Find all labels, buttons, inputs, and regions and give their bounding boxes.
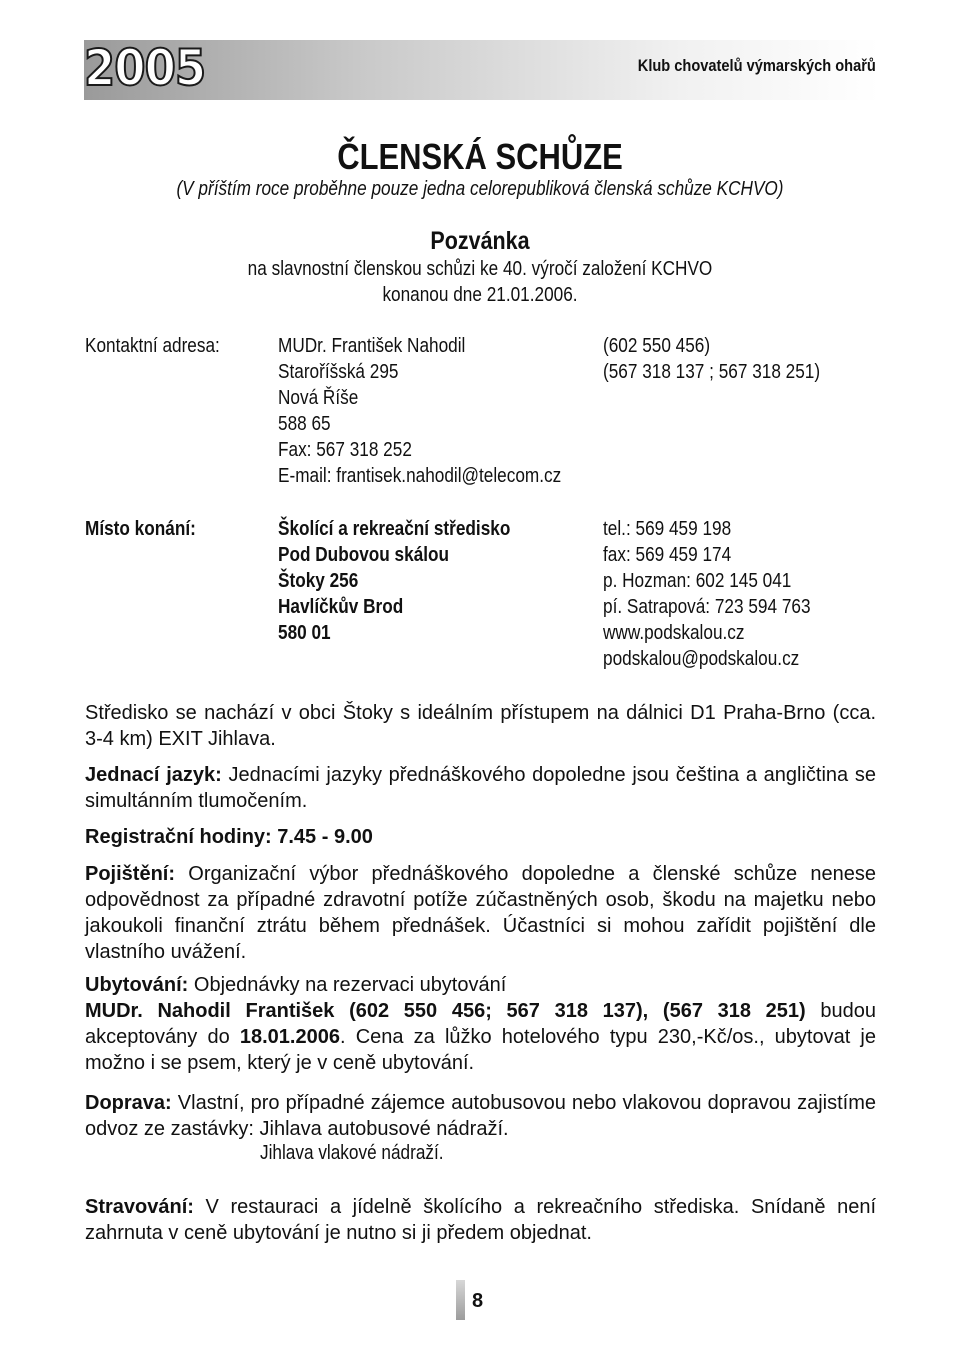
contact-line: MUDr. František Nahodil — [278, 335, 466, 357]
contact-line: 588 65 — [278, 413, 331, 435]
contact-label: Kontaktní adresa: — [85, 335, 220, 357]
location-paragraph: Středisko se nachází v obci Štoky s ideálním přístupem na dálnici D1 Praha-Brno (cca. 3-4 km) EXIT Jihlava. — [85, 702, 876, 750]
footer-bar — [456, 1280, 465, 1320]
venue-line: 580 01 — [278, 622, 331, 644]
contact-line: Staroříšská 295 — [278, 361, 399, 383]
meals-label: Stravování: — [85, 1196, 194, 1218]
venue-website[interactable]: www.podskalou.cz — [603, 622, 745, 644]
invitation-line-1: na slavnostní členskou schůzi ke 40. výročí založení KCHVO — [247, 258, 713, 280]
contact-phone: (602 550 456) — [603, 335, 711, 357]
registration-hours: Registrační hodiny: 7.45 - 9.00 — [85, 826, 373, 848]
contact-phone: (567 318 137 ; 567 318 251) — [603, 361, 821, 383]
contact-line: Nová Říše — [278, 387, 359, 409]
accommodation-paragraph: Ubytování: Objednávky na rezervaci ubytování MUDr. Nahodil František (602 550 456; 567 318 137), (567 318 251) budou akceptovány do 18.01.2006. Cena za lůžko hotelového typu 230,-Kč/os., ubytovat je možno i se psem, který je v ceně ubytování. — [85, 974, 876, 1074]
venue-email[interactable]: podskalou@podskalou.cz — [603, 648, 800, 670]
page-subtitle: (V příštím roce proběhne pouze jedna celorepubliková členská schůze KCHVO) — [176, 178, 784, 200]
language-label: Jednací jazyk: — [85, 764, 222, 786]
venue-info: pí. Satrapová: 723 594 763 — [603, 596, 811, 618]
contact-email[interactable]: E-mail: frantisek.nahodil@telecom.cz — [278, 465, 562, 487]
meals-paragraph: Stravování: V restauraci a jídelně školícího a rekreačního střediska. Snídaně není zahrnuta v ceně ubytování je nutno si ji předem objednat. — [85, 1196, 876, 1244]
page-number: 8 — [472, 1290, 484, 1312]
invitation-line-2: konanou dne 21.01.2006. — [382, 284, 578, 306]
venue-line: Pod Dubovou skálou — [278, 544, 450, 566]
contact-line: Fax: 567 318 252 — [278, 439, 412, 461]
venue-line: Štoky 256 — [278, 570, 359, 592]
venue-line: Havlíčkův Brod — [278, 596, 404, 618]
accommodation-label: Ubytování: — [85, 974, 189, 996]
language-paragraph: Jednací jazyk: Jednacími jazyky přednáškového dopoledne jsou čeština a angličtina se simultánním tlumočením. — [85, 764, 877, 812]
venue-label: Místo konání: — [85, 518, 196, 540]
header-year: 2005 — [84, 39, 206, 97]
transport-line-2: Jihlava vlakové nádraží. — [260, 1142, 444, 1164]
insurance-label: Pojištění: — [85, 863, 176, 885]
transport-paragraph: Doprava: Vlastní, pro případné zájemce autobusovou nebo vlakovou dopravou zajistíme odvoz ze zastávky: Jihlava autobusové nádraží. — [85, 1092, 876, 1140]
venue-info: fax: 569 459 174 — [603, 544, 732, 566]
page-title: ČLENSKÁ SCHŮZE — [337, 136, 623, 177]
venue-info: tel.: 569 459 198 — [603, 518, 732, 540]
transport-label: Doprava: — [85, 1092, 172, 1114]
venue-info: p. Hozman: 602 145 041 — [603, 570, 792, 592]
invitation-title: Pozvánka — [430, 227, 530, 255]
insurance-paragraph: Pojištění: Organizační výbor přednáškového dopoledne a členské schůze nenese odpovědnost za případné zdravotní potíže zúčastněných osob, škodu na majetku nebo jakoukoli finanční ztrátu během přednášek. Účastníci si mohou zařídit pojištění dle vlastního uvážení. — [85, 863, 876, 963]
venue-line: Školící a rekreační středisko — [278, 518, 511, 540]
header-club-name: Klub chovatelů výmarských ohařů — [637, 56, 876, 75]
